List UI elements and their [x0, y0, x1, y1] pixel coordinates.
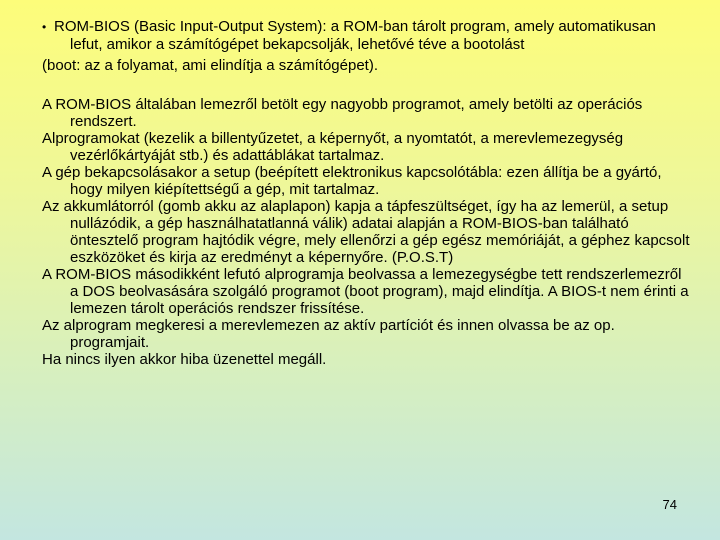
bullet-icon: •: [42, 20, 47, 34]
paragraph: A ROM-BIOS általában lemezről betölt egy nagyobb programot, amely betölti az operációs rendszert.: [42, 96, 643, 130]
paragraph: Az alprogram megkeresi a merevlemezen az aktív partíciót és innen olvassa be az op. programjait.: [42, 317, 615, 351]
bullet-paragraph: [42, 18, 692, 53]
paragraph: A ROM-BIOS másodikként lefutó alprogramja beolvassa a lemezegységbe tett rendszerlemezről a DOS beolvasására szolgáló programot (boot program), majd elindítja. A BIOS-t nem érinti a lemezen tárolt operációs rendszer frissítése.: [42, 266, 689, 317]
paragraph: Alprogramokat (kezelik a billentyűzetet, a képernyőt, a nyomtatót, a merevlemezegység vezérlőkártyáját stb.) és adattáblákat tartalmaz.: [42, 130, 624, 164]
paragraph: Ha nincs ilyen akkor hiba üzenettel megáll.: [42, 351, 327, 368]
bullet-text: ROM-BIOS (Basic Input-Output System): a ROM-ban tárolt program, amely automatikusan lefut, amikor a számítógépet bekapcsolják, lehetővé téve a bootolást: [54, 18, 656, 53]
page-number: 74: [662, 497, 677, 512]
boot-note: (boot: az a folyamat, ami elindítja a számítógépet).: [42, 57, 378, 74]
slide-body: [42, 18, 692, 368]
paragraph: A gép bekapcsolásakor a setup (beépített elektronikus kapcsolótábla: ezen állítja be a gyártó, hogy milyen kiépítettségű a gép, mit tartalmaz.: [42, 164, 662, 198]
paragraph: Az akkumlátorról (gomb akku az alaplapon) kapja a tápfeszültséget, így ha az lemerül, a setup nullázódik, a gép használhatatlanná válik) adatai alapján a ROM-BIOS-ban található öntesztelő program hajtódik végre, mely ellenőrzi a gép egész memóriáját, a géphez kapcsolt eszközöket és kirja az eredményt a képernyőre. (P.O.S.T): [42, 198, 690, 266]
